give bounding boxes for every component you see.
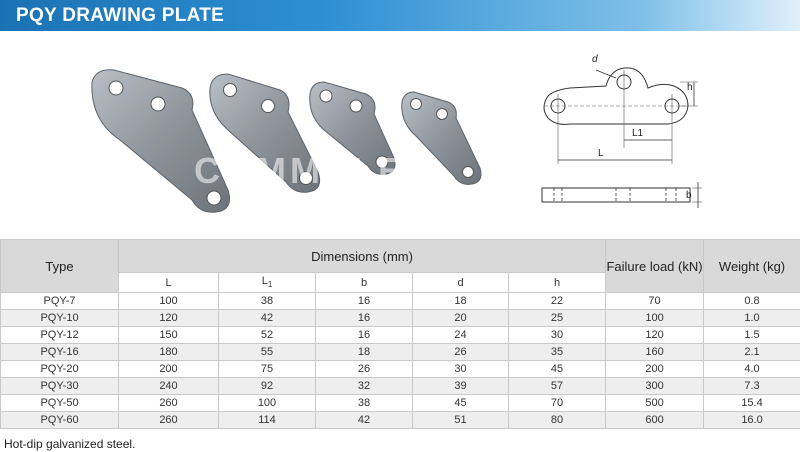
subheader-L: L (119, 273, 219, 293)
cell-b: 32 (316, 378, 413, 395)
header-weight: Weight (kg) (704, 240, 800, 293)
cell-L1: 75 (219, 361, 316, 378)
cell-h: 45 (509, 361, 606, 378)
cell-L: 150 (119, 327, 219, 344)
subheader-d: d (413, 273, 509, 293)
cell-type: PQY-50 (1, 395, 119, 412)
cell-b: 16 (316, 327, 413, 344)
cell-weight: 0.8 (704, 293, 800, 310)
cell-L1: 52 (219, 327, 316, 344)
material-note: Hot-dip galvanized steel. (4, 437, 136, 451)
header-dimensions: Dimensions (mm) (119, 240, 606, 273)
label-b: b (686, 190, 692, 201)
cell-h: 35 (509, 344, 606, 361)
cell-type: PQY-10 (1, 310, 119, 327)
table-row (1, 361, 800, 378)
table-row (1, 412, 800, 429)
cell-load: 200 (606, 361, 704, 378)
cell-L1: 55 (219, 344, 316, 361)
table-row (1, 344, 800, 361)
cell-type: PQY-7 (1, 293, 119, 310)
table-row (1, 293, 800, 310)
product-photo (82, 60, 510, 230)
cell-h: 30 (509, 327, 606, 344)
cell-L: 180 (119, 344, 219, 361)
table-row (1, 310, 800, 327)
watermark-text: COMMELEC (194, 150, 436, 191)
cell-d: 51 (413, 412, 509, 429)
cell-h: 25 (509, 310, 606, 327)
cell-b: 16 (316, 293, 413, 310)
table-row (1, 395, 800, 412)
cell-type: PQY-20 (1, 361, 119, 378)
table-row (1, 378, 800, 395)
cell-weight: 7.3 (704, 378, 800, 395)
cell-b: 26 (316, 361, 413, 378)
cell-load: 300 (606, 378, 704, 395)
cell-h: 80 (509, 412, 606, 429)
cell-b: 38 (316, 395, 413, 412)
cell-L: 260 (119, 395, 219, 412)
title-banner (0, 0, 800, 31)
cell-type: PQY-60 (1, 412, 119, 429)
cell-d: 26 (413, 344, 509, 361)
cell-type: PQY-12 (1, 327, 119, 344)
cell-L: 240 (119, 378, 219, 395)
table-row (1, 327, 800, 344)
cell-L1: 38 (219, 293, 316, 310)
header-type: Type (1, 240, 119, 293)
cell-d: 45 (413, 395, 509, 412)
cell-d: 30 (413, 361, 509, 378)
technical-drawing (530, 48, 710, 218)
cell-b: 18 (316, 344, 413, 361)
subheader-h: h (509, 273, 606, 293)
cell-load: 160 (606, 344, 704, 361)
cell-b: 16 (316, 310, 413, 327)
page-title: PQY DRAWING PLATE (16, 5, 225, 26)
cell-L: 200 (119, 361, 219, 378)
cell-load: 70 (606, 293, 704, 310)
cell-h: 22 (509, 293, 606, 310)
cell-weight: 1.5 (704, 327, 800, 344)
cell-d: 18 (413, 293, 509, 310)
cell-load: 100 (606, 310, 704, 327)
cell-h: 57 (509, 378, 606, 395)
cell-load: 500 (606, 395, 704, 412)
cell-weight: 15.4 (704, 395, 800, 412)
label-h: h (687, 82, 693, 93)
label-d: d (592, 54, 598, 65)
spec-table (0, 239, 800, 429)
cell-d: 39 (413, 378, 509, 395)
cell-L: 100 (119, 293, 219, 310)
cell-weight: 2.1 (704, 344, 800, 361)
cell-type: PQY-30 (1, 378, 119, 395)
cell-L1: 114 (219, 412, 316, 429)
cell-L: 120 (119, 310, 219, 327)
label-L1: L1 (632, 128, 644, 139)
cell-d: 24 (413, 327, 509, 344)
cell-weight: 1.0 (704, 310, 800, 327)
cell-weight: 16.0 (704, 412, 800, 429)
cell-h: 70 (509, 395, 606, 412)
cell-L: 260 (119, 412, 219, 429)
header-failure-load: Failure load (kN) (606, 240, 704, 293)
cell-b: 42 (316, 412, 413, 429)
cell-L1: 100 (219, 395, 316, 412)
label-L: L (598, 148, 604, 159)
cell-weight: 4.0 (704, 361, 800, 378)
cell-d: 20 (413, 310, 509, 327)
cell-load: 120 (606, 327, 704, 344)
cell-load: 600 (606, 412, 704, 429)
subheader-L1: $L_1$ (219, 273, 316, 293)
cell-type: PQY-16 (1, 344, 119, 361)
cell-L1: 42 (219, 310, 316, 327)
subheader-b: b (316, 273, 413, 293)
cell-L1: 92 (219, 378, 316, 395)
